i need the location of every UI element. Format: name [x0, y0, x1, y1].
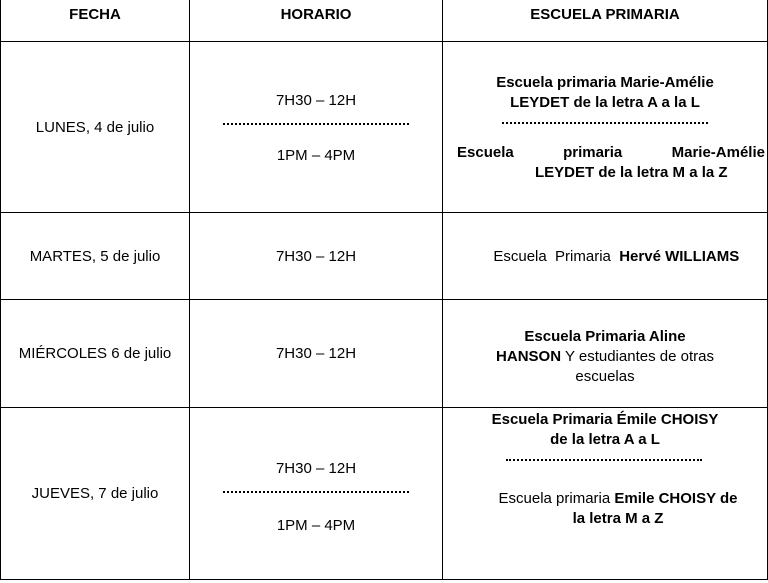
date-text: JUEVES, 7 de julio [31, 485, 159, 502]
header-school: ESCUELA PRIMARIA [443, 0, 768, 42]
school-name: Hervé WILLIAMS [619, 247, 740, 265]
school-note: escuelas [575, 367, 635, 385]
header-time: HORARIO [190, 0, 443, 42]
school-name: la letra M a Z [572, 510, 664, 527]
time-morning: 7H30 – 12H [275, 247, 357, 265]
header-date: FECHA [1, 0, 190, 42]
school-prefix: Escuela Primaria [493, 247, 620, 265]
table-row [1, 213, 768, 300]
date-cell [1, 213, 190, 300]
school-cell [443, 300, 768, 408]
header-row [1, 0, 768, 42]
time-morning: 7H30 – 12H [275, 459, 357, 477]
table-row [1, 408, 768, 580]
school-name-word: Marie-Amélie [671, 144, 765, 161]
school-name: Escuela Primaria Émile CHOISY [491, 411, 719, 428]
school-cell [443, 408, 768, 580]
time-cell [190, 300, 443, 408]
school-name-word: primaria [563, 144, 623, 161]
date-cell [1, 300, 190, 408]
school-cell [443, 42, 768, 213]
time-cell [190, 408, 443, 580]
school-note: Y estudiantes de otras [561, 347, 714, 365]
table-row [1, 42, 768, 213]
school-name: Escuela Primaria Aline [524, 327, 686, 345]
school-name: Emile CHOISY de [614, 490, 738, 507]
date-text: LUNES, 4 de julio [35, 118, 155, 136]
school-prefix: Escuela primaria [498, 490, 615, 507]
school-cell [443, 213, 768, 300]
time-cell [190, 213, 443, 300]
time-morning: 7H30 – 12H [275, 345, 357, 362]
time-cell [190, 42, 443, 213]
date-text: MIÉRCOLES 6 de julio [18, 345, 172, 362]
school-name: de la letra A a L [550, 431, 660, 448]
school-name: LEYDET de la letra A a la L [510, 94, 700, 111]
date-cell [1, 42, 190, 213]
time-afternoon: 1PM – 4PM [276, 516, 356, 534]
school-name: HANSON [496, 347, 562, 365]
table-row [1, 300, 768, 408]
school-name: Escuela primaria Marie-Amélie [496, 74, 714, 91]
time-afternoon: 1PM – 4PM [276, 147, 356, 164]
date-text: MARTES, 5 de julio [29, 247, 161, 265]
date-cell [1, 408, 190, 580]
school-name: LEYDET de la letra M a la Z [535, 164, 728, 181]
time-morning: 7H30 – 12H [275, 92, 357, 109]
school-name-word: Escuela [457, 144, 514, 161]
